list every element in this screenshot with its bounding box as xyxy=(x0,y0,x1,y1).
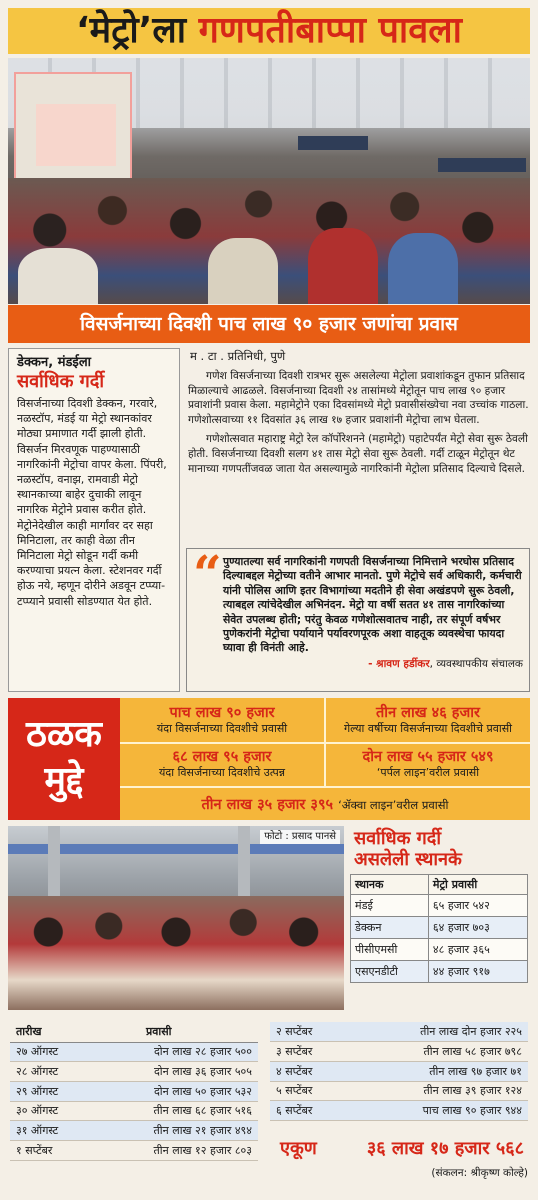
person xyxy=(308,228,378,304)
date-cell: २ सप्टेंबर xyxy=(270,1022,362,1042)
metro-station-crowd-photo xyxy=(8,58,530,304)
daily-table-right xyxy=(270,1022,528,1121)
stations-title-line1: सर्वाधिक गर्दी xyxy=(354,828,442,849)
count-cell: दोन लाख २८ हजार ५०० xyxy=(106,1042,258,1062)
station-count: ६५ हजार ५४२ xyxy=(428,895,527,917)
date-cell: २९ ऑगस्ट xyxy=(10,1081,106,1101)
quote-author-role: , व्यवस्थापकीय संचालक xyxy=(429,657,523,670)
count-cell: तीन लाख ३९ हजार १२४ xyxy=(362,1081,528,1101)
article-paragraph-2: गणेशोत्सवात महाराष्ट्र मेट्रो रेल कॉर्पोरेशनने (महामेट्रो) पहाटेपर्यंत मेट्रो सेवा सुरू ठेवली होती. विसर्जनाच्या दिवशी सलग ४१ तास मेट्रो सेवा सुरू ठेवली. गर्दी टाळून मेट्रोतून थेट मानाच्या गणपतींजवळ जाता येत असल्यामुळे नागरिकांनी मेट्रोला प्रतिसाद दिल्याचे दिसले. xyxy=(188,433,528,475)
total-value: ३६ लाख १७ हजार ५६८ xyxy=(366,1138,524,1159)
date-cell: २८ ऑगस्ट xyxy=(10,1062,106,1082)
date-cell: ३१ ऑगस्ट xyxy=(10,1121,106,1141)
article-paragraph-1: गणेश विसर्जनाच्या दिवशी रात्रभर सुरू असलेल्या मेट्रोला प्रवाशांकडून तुफान प्रतिसाद मिळाल्याचे आढळले. विसर्जनाच्या दिवशी २४ तासांमध्ये मेट्रोतून पाच लाख ९० हजार प्रवाशांनी प्रवास केला. महामेट्रोने एका दिवसांमध्ये मेट्रो प्रवासीसंख्येचा नवा उच्चांक गाठला. गणेशोत्सवाच्या ११ दिवसांत ३६ लाख १७ हजार प्रवाशांनी मेट्रोचा लाभ घेतला. xyxy=(188,370,529,426)
date-cell: ६ सप्टेंबर xyxy=(270,1101,362,1121)
count-cell: पाच लाख ९० हजार ९४४ xyxy=(362,1101,528,1121)
highlight-desc: यंदा विसर्जनाच्या दिवशीचे प्रवासी xyxy=(156,722,288,735)
stations-title xyxy=(348,826,530,874)
count-cell: तीन लाख ५८ हजार ७९८ xyxy=(362,1042,528,1062)
station-count: ६४ हजार ७०३ xyxy=(428,917,527,939)
date-cell: ३ सप्टेंबर xyxy=(270,1042,362,1062)
station-count: ४८ हजार ३६५ xyxy=(428,939,527,961)
sidebar-body: विसर्जनाच्या दिवशी डेक्कन, गरवारे, नळस्टॉप, मंडई या मेट्रो स्थानकांवर मोठ्या प्रमाणात गर्दी झाली होती. विसर्जन मिरवणूक पाहण्यासाठी नागरिकांनी मेट्रोचा वापर केला. पिंपरी, नळस्टॉप, वनाझ, रामवाडी मेट्रो स्थानकाच्या बाहेर दुचाकी लावून नागरिक मेट्रोने प्रवास करीत होते. मेट्रोनेदेखील काही मार्गांवर दर सहा मिनिटाला, तर काही वेळा तीन मिनिटाला मेट्रो सोडून गर्दी कमी करण्याचा प्रयत्न केला. स्टेशनवर गर्दी होऊ नये, म्हणून दोरीने अडवून टप्प्या-टप्प्याने प्रवासी सोडण्यात येत होते. xyxy=(17,397,167,608)
byline: म . टा . प्रतिनिधी, पुणे xyxy=(190,349,286,363)
person xyxy=(388,233,458,304)
table-row xyxy=(351,961,528,983)
total-label: एकूण xyxy=(280,1138,317,1159)
station-sign xyxy=(438,158,526,172)
date-cell: ३० ऑगस्ट xyxy=(10,1101,106,1121)
table-row xyxy=(270,1081,528,1101)
count-cell: तीन लाख दोन हजार २२५ xyxy=(362,1022,528,1042)
highlight-item xyxy=(120,704,324,736)
stations-table xyxy=(350,874,528,983)
highlights-box xyxy=(8,698,530,820)
highlight-desc: यंदा विसर्जनाच्या दिवशीचे उत्पन्न xyxy=(159,766,285,779)
highlight-value: पाच लाख ९० हजार xyxy=(169,705,275,721)
highlights-label xyxy=(8,698,120,820)
table-row xyxy=(270,1061,528,1081)
table-row xyxy=(270,1022,528,1042)
station-name: एसएनडीटी xyxy=(351,961,429,983)
col-header-station: स्थानक xyxy=(351,875,429,895)
station-count: ४४ हजार ९१७ xyxy=(428,961,527,983)
metro-coach-crowd-photo xyxy=(8,826,344,1010)
kiosk-screen xyxy=(36,104,116,166)
person xyxy=(208,238,278,304)
count-cell: दोन लाख ५० हजार ५३२ xyxy=(106,1081,258,1101)
table-row xyxy=(10,1121,258,1141)
count-cell: दोन लाख ३६ हजार ५०५ xyxy=(106,1062,258,1082)
sidebar-box xyxy=(8,348,180,692)
table-row xyxy=(10,1140,258,1160)
compiled-by: (संकलन: श्रीकृष्ण कोल्हे) xyxy=(431,1167,528,1179)
photo-credit: फोटो : प्रसाद पानसे xyxy=(260,830,340,844)
highlight-item xyxy=(326,704,530,736)
total-row xyxy=(270,1136,530,1162)
station-name: मंडई xyxy=(351,895,429,917)
highlight-value: दोन लाख ५५ हजार ५४९ xyxy=(362,749,494,765)
table-row xyxy=(351,895,528,917)
table-row xyxy=(351,917,528,939)
table-row xyxy=(10,1042,258,1062)
highlight-value: तीन लाख ३५ हजार ३९५ xyxy=(201,797,334,813)
date-cell: १ सप्टेंबर xyxy=(10,1140,106,1160)
highlight-desc: गेल्या वर्षीच्या विसर्जनाच्या दिवशीचे प्रवासी xyxy=(343,722,513,735)
quote-box xyxy=(186,544,530,692)
table-row xyxy=(351,939,528,961)
highlight-desc: ‘ॲक्वा लाइन’वरील प्रवासी xyxy=(338,798,449,812)
quote-text: पुण्यातल्या सर्व नागरिकांनी गणपती विसर्जनाच्या निमित्ताने भरघोस प्रतिसाद दिल्याबद्दल मेट्रोच्या वतीने आभार मानतो. पुणे मेट्रोचे सर्व अधिकारी, कर्मचारी यांनी पोलिस आणि इतर विभागांच्या मदतीने ही सेवा अखंडपणे सुरू ठेवली, त्याबद्दल त्यांचेदेखील अभिनंदन. मेट्रो या वर्षी सतत ४१ तास नागरिकांच्या सेवेत उपलब्ध होती; परंतु केवळ गणेशोत्सवातच नाही, तर संपूर्ण वर्षभर पुणेकरांनी मेट्रोचा पर्यायाने पर्यावरणपूरक अशा वाहतूक व्यवस्थेचा फायदा घ्यावा ही विनंती आहे. xyxy=(223,555,522,655)
table-row xyxy=(10,1062,258,1082)
col-header-date: तारीख xyxy=(10,1022,106,1042)
main-article xyxy=(186,348,530,692)
station-name: पीसीएमसी xyxy=(351,939,429,961)
col-header-passengers: प्रवासी xyxy=(106,1022,258,1042)
quote-attribution xyxy=(223,657,523,671)
count-cell: तीन लाख ६८ हजार ५१६ xyxy=(106,1101,258,1121)
table-row xyxy=(270,1101,528,1121)
person xyxy=(18,248,98,304)
count-cell: तीन लाख २१ हजार ४९४ xyxy=(106,1121,258,1141)
highlight-value: तीन लाख ४६ हजार xyxy=(376,705,480,721)
headline-part1: ‘मेट्रो’ला xyxy=(75,10,199,51)
table-row xyxy=(10,1081,258,1101)
highlights-label-line2: मुद्दे xyxy=(44,760,84,801)
subheadline: विसर्जनाच्या दिवशी पाच लाख ९० हजार जणांचा प्रवास xyxy=(8,305,530,343)
count-cell: तीन लाख १२ हजार ८०३ xyxy=(106,1140,258,1160)
sidebar-kicker: डेक्कन, मंडईला xyxy=(17,355,91,370)
station-name: डेक्कन xyxy=(351,917,429,939)
table-row xyxy=(10,1101,258,1121)
date-cell: ५ सप्टेंबर xyxy=(270,1081,362,1101)
highlight-desc: ‘पर्पल लाइन’वरील प्रवासी xyxy=(376,766,480,779)
highlight-item xyxy=(120,748,324,780)
headline-part2: गणपतीबाप्पा पावला xyxy=(198,10,462,51)
quote-mark-icon: “ xyxy=(193,544,222,603)
sidebar-title: सर्वाधिक गर्दी xyxy=(17,371,105,392)
quote-author-name: - श्रावण हर्डीकर xyxy=(368,657,430,670)
crowd xyxy=(8,896,344,1010)
col-header-passengers: मेट्रो प्रवासी xyxy=(428,875,527,895)
count-cell: तीन लाख ९७ हजार ७१ xyxy=(362,1061,528,1081)
date-cell: २७ ऑगस्ट xyxy=(10,1042,106,1062)
busiest-stations-box xyxy=(348,826,530,1010)
date-cell: ४ सप्टेंबर xyxy=(270,1061,362,1081)
highlights-label-line1: ठळक xyxy=(26,714,102,755)
stations-title-line2: असलेली स्थानके xyxy=(354,849,462,870)
headline xyxy=(8,8,530,54)
highlight-item xyxy=(326,748,530,780)
station-sign xyxy=(298,136,368,150)
daily-table-left xyxy=(10,1022,258,1161)
divider xyxy=(120,786,530,788)
highlight-value: ६८ लाख ९५ हजार xyxy=(172,749,272,765)
highlight-item xyxy=(120,794,530,814)
table-row xyxy=(270,1042,528,1062)
